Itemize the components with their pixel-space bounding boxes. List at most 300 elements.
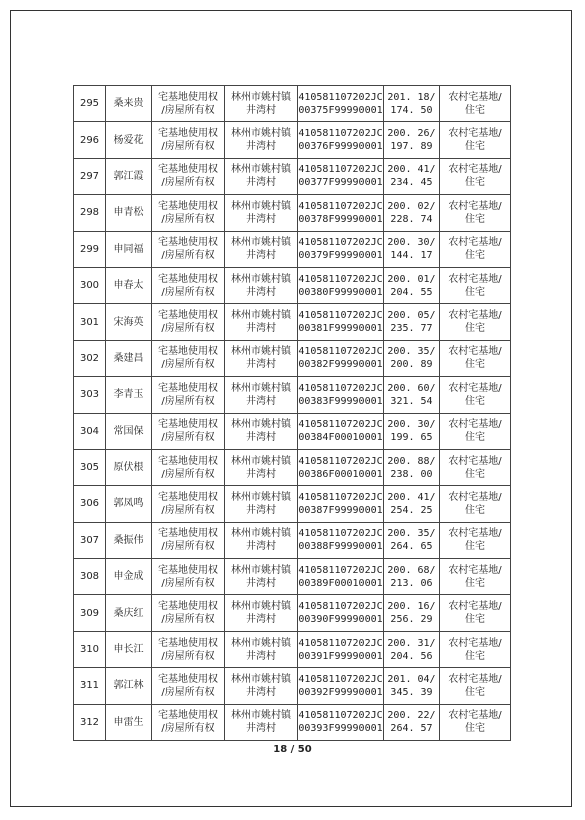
row-number-cell	[74, 86, 106, 122]
land-use-text: 农村宅基地/	[448, 455, 502, 467]
unit-code-text: 410581107202JC	[298, 128, 383, 140]
location-text: 林州市姚村镇	[231, 673, 291, 685]
unit-code-cell	[298, 449, 384, 485]
location-text: 井湾村	[246, 541, 276, 553]
right-type-text: /房屋所有权	[161, 395, 215, 407]
right-type-text: /房屋所有权	[161, 650, 215, 662]
unit-code-cell	[298, 158, 384, 194]
location-text: 井湾村	[246, 141, 276, 153]
location-text: 井湾村	[246, 104, 276, 116]
land-use-text: 农村宅基地/	[448, 673, 502, 685]
location-cell	[225, 595, 298, 631]
area-text: 200. 88/	[387, 455, 436, 467]
right-type-text: /房屋所有权	[161, 323, 215, 335]
area-cell	[384, 267, 440, 303]
right-type-text: 宅基地使用权	[158, 237, 218, 249]
unit-code-text: 410581107202JC	[298, 382, 383, 394]
right-type-text: /房屋所有权	[161, 541, 215, 553]
location-text: 井湾村	[246, 359, 276, 371]
owner-name-text: 桑建昌	[113, 352, 144, 364]
location-text: 井湾村	[246, 286, 276, 298]
land-use-text: 农村宅基地/	[448, 346, 502, 358]
register-body	[74, 86, 511, 741]
right-type-text: 宅基地使用权	[158, 601, 218, 613]
area-text: 321. 54	[390, 395, 433, 407]
right-type-cell	[152, 340, 225, 376]
row-number-cell	[74, 413, 106, 449]
unit-code-text: 00375F99990001	[298, 104, 383, 116]
row-number-cell	[74, 631, 106, 667]
owner-name-cell	[106, 413, 152, 449]
location-cell	[225, 486, 298, 522]
location-cell	[225, 231, 298, 267]
area-cell	[384, 304, 440, 340]
area-cell	[384, 486, 440, 522]
land-use-text: 住宅	[465, 395, 485, 407]
location-cell	[225, 267, 298, 303]
table-row	[74, 522, 511, 558]
location-text: 井湾村	[246, 468, 276, 480]
table-row	[74, 267, 511, 303]
unit-code-cell	[298, 304, 384, 340]
unit-code-text: 00383F99990001	[298, 395, 383, 407]
land-use-text: 住宅	[465, 468, 485, 480]
right-type-text: 宅基地使用权	[158, 346, 218, 358]
owner-name-cell	[106, 631, 152, 667]
unit-code-text: 00390F99990001	[298, 614, 383, 626]
owner-name-text: 申青松	[113, 207, 144, 219]
land-use-cell	[440, 231, 511, 267]
area-text: 204. 55	[390, 286, 433, 298]
table-row	[74, 86, 511, 122]
row-number-text: 300	[79, 280, 100, 292]
unit-code-text: 410581107202JC	[298, 491, 383, 503]
land-use-text: 住宅	[465, 504, 485, 516]
table-row	[74, 158, 511, 194]
location-text: 林州市姚村镇	[231, 564, 291, 576]
land-use-cell	[440, 486, 511, 522]
right-type-text: /房屋所有权	[161, 104, 215, 116]
land-use-text: 农村宅基地/	[448, 419, 502, 431]
location-text: 林州市姚村镇	[231, 382, 291, 394]
land-use-text: 住宅	[465, 432, 485, 444]
location-text: 井湾村	[246, 614, 276, 626]
location-cell	[225, 413, 298, 449]
location-text: 井湾村	[246, 395, 276, 407]
unit-code-text: 410581107202JC	[298, 200, 383, 212]
owner-name-text: 申金成	[113, 571, 144, 583]
owner-name-cell	[106, 522, 152, 558]
owner-name-text: 郭江林	[113, 680, 144, 692]
right-type-text: 宅基地使用权	[158, 455, 218, 467]
area-cell	[384, 413, 440, 449]
page-number: 18 / 50	[273, 744, 312, 755]
owner-name-cell	[106, 486, 152, 522]
unit-code-text: 410581107202JC	[298, 237, 383, 249]
location-text: 林州市姚村镇	[231, 601, 291, 613]
location-cell	[225, 86, 298, 122]
owner-name-text: 申春太	[113, 280, 144, 292]
row-number-text: 298	[79, 207, 100, 219]
row-number-cell	[74, 449, 106, 485]
table-row	[74, 231, 511, 267]
area-text: 345. 39	[390, 686, 433, 698]
area-cell	[384, 668, 440, 704]
right-type-text: /房屋所有权	[161, 614, 215, 626]
land-use-cell	[440, 449, 511, 485]
owner-name-cell	[106, 377, 152, 413]
location-text: 林州市姚村镇	[231, 237, 291, 249]
land-use-text: 住宅	[465, 213, 485, 225]
land-use-text: 住宅	[465, 359, 485, 371]
area-cell	[384, 449, 440, 485]
right-type-text: /房屋所有权	[161, 432, 215, 444]
location-cell	[225, 559, 298, 595]
owner-name-text: 杨爱花	[113, 134, 144, 146]
location-text: 井湾村	[246, 650, 276, 662]
land-use-text: 农村宅基地/	[448, 382, 502, 394]
right-type-text: /房屋所有权	[161, 286, 215, 298]
land-use-text: 农村宅基地/	[448, 601, 502, 613]
unit-code-text: 00381F99990001	[298, 323, 383, 335]
unit-code-cell	[298, 86, 384, 122]
owner-name-text: 申长江	[113, 644, 144, 656]
location-cell	[225, 668, 298, 704]
land-use-text: 住宅	[465, 541, 485, 553]
land-use-text: 住宅	[465, 723, 485, 735]
unit-code-text: 00387F99990001	[298, 504, 383, 516]
unit-code-text: 410581107202JC	[298, 419, 383, 431]
unit-code-text: 00388F99990001	[298, 541, 383, 553]
row-number-text: 312	[79, 716, 100, 728]
table-row	[74, 559, 511, 595]
land-use-text: 农村宅基地/	[448, 200, 502, 212]
unit-code-text: 410581107202JC	[298, 455, 383, 467]
table-row	[74, 449, 511, 485]
unit-code-cell	[298, 522, 384, 558]
land-use-text: 住宅	[465, 323, 485, 335]
land-use-text: 农村宅基地/	[448, 237, 502, 249]
owner-name-text: 常国保	[113, 425, 144, 437]
land-use-cell	[440, 522, 511, 558]
right-type-text: 宅基地使用权	[158, 164, 218, 176]
owner-name-cell	[106, 195, 152, 231]
location-text: 林州市姚村镇	[231, 455, 291, 467]
location-text: 林州市姚村镇	[231, 346, 291, 358]
land-use-text: 农村宅基地/	[448, 164, 502, 176]
unit-code-text: 00384F00010001	[298, 432, 383, 444]
unit-code-cell	[298, 231, 384, 267]
unit-code-text: 410581107202JC	[298, 528, 383, 540]
area-text: 200. 41/	[387, 491, 436, 503]
area-text: 144. 17	[390, 250, 433, 262]
owner-name-cell	[106, 595, 152, 631]
row-number-cell	[74, 522, 106, 558]
unit-code-text: 00382F99990001	[298, 359, 383, 371]
land-use-cell	[440, 595, 511, 631]
unit-code-text: 410581107202JC	[298, 310, 383, 322]
area-text: 197. 89	[390, 141, 433, 153]
row-number-text: 311	[79, 680, 100, 692]
land-use-cell	[440, 340, 511, 376]
area-cell	[384, 195, 440, 231]
row-number-cell	[74, 231, 106, 267]
row-number-text: 305	[79, 462, 100, 474]
right-type-cell	[152, 631, 225, 667]
area-cell	[384, 231, 440, 267]
location-text: 林州市姚村镇	[231, 164, 291, 176]
area-cell	[384, 122, 440, 158]
row-number-cell	[74, 704, 106, 740]
area-text: 235. 77	[390, 323, 433, 335]
unit-code-text: 410581107202JC	[298, 710, 383, 722]
location-text: 林州市姚村镇	[231, 91, 291, 103]
right-type-text: 宅基地使用权	[158, 273, 218, 285]
area-cell	[384, 86, 440, 122]
unit-code-text: 00393F99990001	[298, 723, 383, 735]
right-type-cell	[152, 122, 225, 158]
land-use-text: 住宅	[465, 141, 485, 153]
right-type-text: /房屋所有权	[161, 141, 215, 153]
location-text: 井湾村	[246, 723, 276, 735]
area-text: 238. 00	[390, 468, 433, 480]
location-cell	[225, 449, 298, 485]
location-text: 林州市姚村镇	[231, 491, 291, 503]
owner-name-cell	[106, 86, 152, 122]
area-cell	[384, 377, 440, 413]
area-text: 200. 60/	[387, 382, 436, 394]
table-row	[74, 486, 511, 522]
table-row	[74, 377, 511, 413]
table-row	[74, 668, 511, 704]
right-type-text: 宅基地使用权	[158, 419, 218, 431]
area-text: 200. 35/	[387, 346, 436, 358]
owner-name-text: 桑庆红	[113, 607, 144, 619]
land-use-cell	[440, 304, 511, 340]
owner-name-cell	[106, 158, 152, 194]
right-type-text: 宅基地使用权	[158, 564, 218, 576]
right-type-text: 宅基地使用权	[158, 91, 218, 103]
land-use-text: 住宅	[465, 286, 485, 298]
row-number-text: 304	[79, 425, 100, 437]
location-text: 林州市姚村镇	[231, 128, 291, 140]
area-text: 200. 05/	[387, 310, 436, 322]
land-use-cell	[440, 631, 511, 667]
unit-code-text: 410581107202JC	[298, 601, 383, 613]
right-type-cell	[152, 559, 225, 595]
area-text: 200. 30/	[387, 419, 436, 431]
owner-name-text: 桑来贵	[113, 98, 144, 110]
area-text: 264. 57	[390, 723, 433, 735]
area-cell	[384, 704, 440, 740]
land-use-text: 住宅	[465, 250, 485, 262]
owner-name-cell	[106, 704, 152, 740]
table-row	[74, 122, 511, 158]
right-type-text: /房屋所有权	[161, 468, 215, 480]
row-number-text: 299	[79, 243, 100, 255]
owner-name-cell	[106, 231, 152, 267]
unit-code-text: 410581107202JC	[298, 346, 383, 358]
area-text: 174. 50	[390, 104, 433, 116]
land-use-text: 农村宅基地/	[448, 564, 502, 576]
owner-name-text: 申同福	[113, 243, 144, 255]
location-text: 林州市姚村镇	[231, 273, 291, 285]
owner-name-cell	[106, 304, 152, 340]
area-text: 200. 31/	[387, 637, 436, 649]
land-use-cell	[440, 559, 511, 595]
owner-name-text: 郭凤鸣	[113, 498, 144, 510]
right-type-cell	[152, 304, 225, 340]
row-number-text: 295	[79, 98, 100, 110]
unit-code-cell	[298, 413, 384, 449]
location-cell	[225, 522, 298, 558]
land-use-text: 住宅	[465, 577, 485, 589]
right-type-text: 宅基地使用权	[158, 673, 218, 685]
area-text: 200. 41/	[387, 164, 436, 176]
unit-code-cell	[298, 377, 384, 413]
land-use-cell	[440, 267, 511, 303]
row-number-cell	[74, 195, 106, 231]
land-use-cell	[440, 122, 511, 158]
table-row	[74, 340, 511, 376]
unit-code-cell	[298, 122, 384, 158]
area-cell	[384, 340, 440, 376]
right-type-cell	[152, 522, 225, 558]
unit-code-text: 00391F99990001	[298, 650, 383, 662]
land-use-text: 农村宅基地/	[448, 528, 502, 540]
unit-code-cell	[298, 704, 384, 740]
unit-code-cell	[298, 195, 384, 231]
area-text: 213. 06	[390, 577, 433, 589]
area-text: 254. 25	[390, 504, 433, 516]
row-number-text: 302	[79, 352, 100, 364]
area-cell	[384, 522, 440, 558]
location-text: 林州市姚村镇	[231, 200, 291, 212]
location-text: 井湾村	[246, 686, 276, 698]
row-number-text: 306	[79, 498, 100, 510]
land-use-text: 农村宅基地/	[448, 310, 502, 322]
right-type-cell	[152, 377, 225, 413]
table-row	[74, 631, 511, 667]
location-cell	[225, 377, 298, 413]
land-use-text: 住宅	[465, 686, 485, 698]
land-use-text: 住宅	[465, 614, 485, 626]
right-type-text: /房屋所有权	[161, 359, 215, 371]
land-use-text: 农村宅基地/	[448, 91, 502, 103]
owner-name-cell	[106, 122, 152, 158]
unit-code-text: 00377F99990001	[298, 177, 383, 189]
right-type-text: /房屋所有权	[161, 177, 215, 189]
owner-name-text: 李青玉	[113, 389, 144, 401]
location-text: 井湾村	[246, 323, 276, 335]
area-text: 200. 26/	[387, 128, 436, 140]
row-number-text: 301	[79, 316, 100, 328]
area-text: 228. 74	[390, 213, 433, 225]
table-row	[74, 304, 511, 340]
location-text: 林州市姚村镇	[231, 637, 291, 649]
right-type-text: /房屋所有权	[161, 686, 215, 698]
area-text: 200. 89	[390, 359, 433, 371]
owner-name-text: 桑振伟	[113, 534, 144, 546]
location-cell	[225, 704, 298, 740]
location-text: 林州市姚村镇	[231, 310, 291, 322]
unit-code-text: 00380F99990001	[298, 286, 383, 298]
right-type-text: /房屋所有权	[161, 504, 215, 516]
table-row	[74, 704, 511, 740]
land-use-cell	[440, 704, 511, 740]
location-text: 林州市姚村镇	[231, 419, 291, 431]
right-type-cell	[152, 704, 225, 740]
row-number-text: 309	[79, 607, 100, 619]
row-number-cell	[74, 377, 106, 413]
row-number-cell	[74, 122, 106, 158]
unit-code-text: 410581107202JC	[298, 273, 383, 285]
owner-name-text: 原伏根	[113, 462, 144, 474]
area-text: 201. 04/	[387, 673, 436, 685]
land-use-cell	[440, 86, 511, 122]
row-number-cell	[74, 668, 106, 704]
location-text: 井湾村	[246, 213, 276, 225]
property-register-table	[73, 85, 511, 741]
location-text: 林州市姚村镇	[231, 528, 291, 540]
location-cell	[225, 340, 298, 376]
owner-name-text: 郭江霞	[113, 170, 144, 182]
row-number-cell	[74, 486, 106, 522]
row-number-text: 310	[79, 644, 100, 656]
unit-code-cell	[298, 595, 384, 631]
unit-code-cell	[298, 340, 384, 376]
unit-code-text: 00376F99990001	[298, 141, 383, 153]
unit-code-cell	[298, 631, 384, 667]
owner-name-cell	[106, 340, 152, 376]
right-type-cell	[152, 486, 225, 522]
area-text: 204. 56	[390, 650, 433, 662]
row-number-text: 308	[79, 571, 100, 583]
table-row	[74, 595, 511, 631]
location-cell	[225, 122, 298, 158]
right-type-text: /房屋所有权	[161, 213, 215, 225]
right-type-cell	[152, 595, 225, 631]
area-text: 234. 45	[390, 177, 433, 189]
area-text: 199. 65	[390, 432, 433, 444]
land-use-text: 住宅	[465, 650, 485, 662]
land-use-cell	[440, 668, 511, 704]
right-type-cell	[152, 413, 225, 449]
table-row	[74, 195, 511, 231]
right-type-text: 宅基地使用权	[158, 200, 218, 212]
unit-code-cell	[298, 668, 384, 704]
right-type-cell	[152, 195, 225, 231]
location-text: 井湾村	[246, 432, 276, 444]
row-number-cell	[74, 340, 106, 376]
right-type-text: 宅基地使用权	[158, 710, 218, 722]
area-cell	[384, 559, 440, 595]
area-text: 264. 65	[390, 541, 433, 553]
unit-code-text: 410581107202JC	[298, 637, 383, 649]
unit-code-cell	[298, 559, 384, 595]
unit-code-text: 00386F00010001	[298, 468, 383, 480]
unit-code-text: 410581107202JC	[298, 91, 383, 103]
unit-code-text: 00389F00010001	[298, 577, 383, 589]
owner-name-cell	[106, 449, 152, 485]
row-number-cell	[74, 267, 106, 303]
owner-name-text: 申雷生	[113, 716, 144, 728]
unit-code-text: 410581107202JC	[298, 673, 383, 685]
area-text: 200. 68/	[387, 564, 436, 576]
right-type-text: 宅基地使用权	[158, 128, 218, 140]
unit-code-cell	[298, 267, 384, 303]
unit-code-cell	[298, 486, 384, 522]
